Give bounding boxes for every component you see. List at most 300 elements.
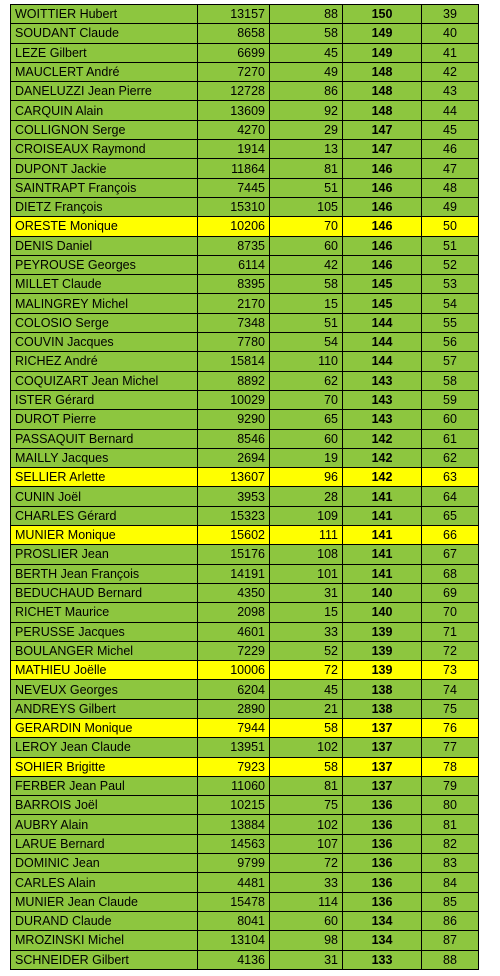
rank-cell: 39 — [422, 5, 479, 24]
table-row — [11, 448, 479, 467]
table-row — [11, 255, 479, 274]
player-name-cell: COUVIN Jacques — [11, 333, 198, 352]
total-points-cell: 14191 — [198, 564, 270, 583]
player-name-cell: BARROIS Joël — [11, 796, 198, 815]
average-cell: 145 — [343, 275, 422, 294]
average-cell: 150 — [343, 5, 422, 24]
total-points-cell: 8395 — [198, 275, 270, 294]
count-cell: 86 — [270, 82, 343, 101]
average-cell: 134 — [343, 931, 422, 950]
total-points-cell: 7348 — [198, 313, 270, 332]
total-points-cell: 10215 — [198, 796, 270, 815]
average-cell: 137 — [343, 776, 422, 795]
rank-cell: 73 — [422, 661, 479, 680]
average-cell: 141 — [343, 526, 422, 545]
count-cell: 110 — [270, 352, 343, 371]
count-cell: 72 — [270, 854, 343, 873]
average-cell: 147 — [343, 120, 422, 139]
count-cell: 102 — [270, 815, 343, 834]
table-row — [11, 873, 479, 892]
total-points-cell: 15602 — [198, 526, 270, 545]
table-row — [11, 680, 479, 699]
table-row — [11, 699, 479, 718]
player-name-cell: LARUE Bernard — [11, 834, 198, 853]
table-row — [11, 82, 479, 101]
table-row — [11, 564, 479, 583]
total-points-cell: 13884 — [198, 815, 270, 834]
player-name-cell: CARLES Alain — [11, 873, 198, 892]
count-cell: 31 — [270, 583, 343, 602]
total-points-cell: 13609 — [198, 101, 270, 120]
total-points-cell: 4481 — [198, 873, 270, 892]
rank-cell: 82 — [422, 834, 479, 853]
count-cell: 102 — [270, 738, 343, 757]
count-cell: 15 — [270, 603, 343, 622]
player-name-cell: MROZINSKI Michel — [11, 931, 198, 950]
count-cell: 45 — [270, 680, 343, 699]
table-row — [11, 333, 479, 352]
average-cell: 146 — [343, 217, 422, 236]
count-cell: 54 — [270, 333, 343, 352]
player-name-cell: MATHIEU Joëlle — [11, 661, 198, 680]
table-row — [11, 43, 479, 62]
average-cell: 149 — [343, 43, 422, 62]
player-name-cell: COLLIGNON Serge — [11, 120, 198, 139]
rank-cell: 74 — [422, 680, 479, 699]
rank-cell: 60 — [422, 410, 479, 429]
total-points-cell: 15478 — [198, 892, 270, 911]
table-row-highlighted — [11, 526, 479, 545]
count-cell: 28 — [270, 487, 343, 506]
average-cell: 146 — [343, 159, 422, 178]
player-name-cell: CARQUIN Alain — [11, 101, 198, 120]
table-row — [11, 236, 479, 255]
table-row — [11, 892, 479, 911]
table-row — [11, 603, 479, 622]
average-cell: 137 — [343, 757, 422, 776]
total-points-cell: 3953 — [198, 487, 270, 506]
player-name-cell: BEDUCHAUD Bernard — [11, 583, 198, 602]
table-row — [11, 294, 479, 313]
table-row — [11, 62, 479, 81]
rank-cell: 59 — [422, 390, 479, 409]
average-cell: 138 — [343, 680, 422, 699]
rank-cell: 47 — [422, 159, 479, 178]
average-cell: 146 — [343, 255, 422, 274]
total-points-cell: 9290 — [198, 410, 270, 429]
rank-cell: 56 — [422, 333, 479, 352]
rank-cell: 69 — [422, 583, 479, 602]
total-points-cell: 4136 — [198, 950, 270, 969]
table-row — [11, 950, 479, 969]
average-cell: 136 — [343, 854, 422, 873]
table-row — [11, 275, 479, 294]
total-points-cell: 13104 — [198, 931, 270, 950]
player-name-cell: PROSLIER Jean — [11, 545, 198, 564]
table-row — [11, 197, 479, 216]
count-cell: 31 — [270, 950, 343, 969]
table-row — [11, 429, 479, 448]
rank-cell: 66 — [422, 526, 479, 545]
table-row — [11, 140, 479, 159]
average-cell: 139 — [343, 661, 422, 680]
rank-cell: 85 — [422, 892, 479, 911]
count-cell: 51 — [270, 313, 343, 332]
rank-cell: 76 — [422, 718, 479, 737]
player-name-cell: ORESTE Monique — [11, 217, 198, 236]
total-points-cell: 7270 — [198, 62, 270, 81]
count-cell: 58 — [270, 24, 343, 43]
rank-cell: 87 — [422, 931, 479, 950]
player-name-cell: GERARDIN Monique — [11, 718, 198, 737]
average-cell: 140 — [343, 603, 422, 622]
count-cell: 96 — [270, 468, 343, 487]
count-cell: 52 — [270, 641, 343, 660]
average-cell: 146 — [343, 236, 422, 255]
average-cell: 141 — [343, 564, 422, 583]
count-cell: 33 — [270, 873, 343, 892]
table-row-highlighted — [11, 718, 479, 737]
table-row — [11, 776, 479, 795]
table-row — [11, 24, 479, 43]
table-row — [11, 371, 479, 390]
count-cell: 62 — [270, 371, 343, 390]
table-row — [11, 352, 479, 371]
rank-cell: 71 — [422, 622, 479, 641]
average-cell: 133 — [343, 950, 422, 969]
total-points-cell: 8735 — [198, 236, 270, 255]
total-points-cell: 7780 — [198, 333, 270, 352]
player-name-cell: SELLIER Arlette — [11, 468, 198, 487]
table-row — [11, 815, 479, 834]
ranking-table — [10, 4, 479, 970]
player-name-cell: MAUCLERT André — [11, 62, 198, 81]
total-points-cell: 2890 — [198, 699, 270, 718]
count-cell: 70 — [270, 390, 343, 409]
player-name-cell: ANDREYS Gilbert — [11, 699, 198, 718]
rank-cell: 46 — [422, 140, 479, 159]
total-points-cell: 7445 — [198, 178, 270, 197]
total-points-cell: 12728 — [198, 82, 270, 101]
average-cell: 136 — [343, 892, 422, 911]
table-row — [11, 101, 479, 120]
rank-cell: 77 — [422, 738, 479, 757]
total-points-cell: 8041 — [198, 911, 270, 930]
player-name-cell: DUPONT Jackie — [11, 159, 198, 178]
table-row — [11, 931, 479, 950]
player-name-cell: DIETZ François — [11, 197, 198, 216]
player-name-cell: DENIS Daniel — [11, 236, 198, 255]
average-cell: 139 — [343, 641, 422, 660]
rank-cell: 45 — [422, 120, 479, 139]
rank-cell: 48 — [422, 178, 479, 197]
rank-cell: 88 — [422, 950, 479, 969]
count-cell: 72 — [270, 661, 343, 680]
average-cell: 146 — [343, 197, 422, 216]
count-cell: 21 — [270, 699, 343, 718]
player-name-cell: MUNIER Jean Claude — [11, 892, 198, 911]
count-cell: 65 — [270, 410, 343, 429]
total-points-cell: 4350 — [198, 583, 270, 602]
average-cell: 137 — [343, 718, 422, 737]
total-points-cell: 11864 — [198, 159, 270, 178]
rank-cell: 62 — [422, 448, 479, 467]
rank-cell: 84 — [422, 873, 479, 892]
player-name-cell: MILLET Claude — [11, 275, 198, 294]
player-name-cell: ISTER Gérard — [11, 390, 198, 409]
total-points-cell: 9799 — [198, 854, 270, 873]
average-cell: 141 — [343, 545, 422, 564]
player-name-cell: SOHIER Brigitte — [11, 757, 198, 776]
average-cell: 141 — [343, 506, 422, 525]
count-cell: 42 — [270, 255, 343, 274]
table-row — [11, 390, 479, 409]
table-row — [11, 834, 479, 853]
rank-cell: 58 — [422, 371, 479, 390]
table-row — [11, 313, 479, 332]
table-row — [11, 159, 479, 178]
total-points-cell: 6114 — [198, 255, 270, 274]
count-cell: 49 — [270, 62, 343, 81]
count-cell: 98 — [270, 931, 343, 950]
total-points-cell: 15310 — [198, 197, 270, 216]
table-row — [11, 583, 479, 602]
total-points-cell: 15814 — [198, 352, 270, 371]
average-cell: 140 — [343, 583, 422, 602]
average-cell: 136 — [343, 873, 422, 892]
player-name-cell: LEROY Jean Claude — [11, 738, 198, 757]
player-name-cell: MAILLY Jacques — [11, 448, 198, 467]
count-cell: 81 — [270, 159, 343, 178]
rank-cell: 52 — [422, 255, 479, 274]
total-points-cell: 10029 — [198, 390, 270, 409]
total-points-cell: 13607 — [198, 468, 270, 487]
total-points-cell: 13951 — [198, 738, 270, 757]
average-cell: 146 — [343, 178, 422, 197]
player-name-cell: DURAND Claude — [11, 911, 198, 930]
average-cell: 134 — [343, 911, 422, 930]
rank-cell: 40 — [422, 24, 479, 43]
player-name-cell: LEZE Gilbert — [11, 43, 198, 62]
average-cell: 142 — [343, 468, 422, 487]
count-cell: 109 — [270, 506, 343, 525]
count-cell: 88 — [270, 5, 343, 24]
rank-cell: 41 — [422, 43, 479, 62]
table-row — [11, 120, 479, 139]
player-name-cell: MALINGREY Michel — [11, 294, 198, 313]
player-name-cell: COLOSIO Serge — [11, 313, 198, 332]
count-cell: 101 — [270, 564, 343, 583]
average-cell: 139 — [343, 622, 422, 641]
table-row — [11, 796, 479, 815]
player-name-cell: RICHET Maurice — [11, 603, 198, 622]
player-name-cell: DOMINIC Jean — [11, 854, 198, 873]
rank-cell: 70 — [422, 603, 479, 622]
player-name-cell: DANELUZZI Jean Pierre — [11, 82, 198, 101]
total-points-cell: 2098 — [198, 603, 270, 622]
table-row — [11, 410, 479, 429]
count-cell: 15 — [270, 294, 343, 313]
table-row — [11, 622, 479, 641]
rank-cell: 72 — [422, 641, 479, 660]
count-cell: 58 — [270, 757, 343, 776]
table-row — [11, 911, 479, 930]
total-points-cell: 11060 — [198, 776, 270, 795]
table-row — [11, 5, 479, 24]
average-cell: 136 — [343, 834, 422, 853]
total-points-cell: 10006 — [198, 661, 270, 680]
rank-cell: 42 — [422, 62, 479, 81]
average-cell: 149 — [343, 24, 422, 43]
player-name-cell: SOUDANT Claude — [11, 24, 198, 43]
player-name-cell: CUNIN Joël — [11, 487, 198, 506]
total-points-cell: 10206 — [198, 217, 270, 236]
table-row-highlighted — [11, 661, 479, 680]
average-cell: 137 — [343, 738, 422, 757]
rank-cell: 67 — [422, 545, 479, 564]
player-name-cell: SAINTRAPT François — [11, 178, 198, 197]
count-cell: 29 — [270, 120, 343, 139]
player-name-cell: WOITTIER Hubert — [11, 5, 198, 24]
rank-cell: 44 — [422, 101, 479, 120]
rank-cell: 53 — [422, 275, 479, 294]
total-points-cell: 6699 — [198, 43, 270, 62]
average-cell: 143 — [343, 410, 422, 429]
table-row — [11, 487, 479, 506]
average-cell: 148 — [343, 62, 422, 81]
player-name-cell: RICHEZ André — [11, 352, 198, 371]
count-cell: 81 — [270, 776, 343, 795]
total-points-cell: 14563 — [198, 834, 270, 853]
total-points-cell: 13157 — [198, 5, 270, 24]
rank-cell: 75 — [422, 699, 479, 718]
count-cell: 60 — [270, 236, 343, 255]
rank-cell: 49 — [422, 197, 479, 216]
total-points-cell: 7944 — [198, 718, 270, 737]
player-name-cell: CROISEAUX Raymond — [11, 140, 198, 159]
table-row — [11, 854, 479, 873]
average-cell: 136 — [343, 815, 422, 834]
rank-cell: 79 — [422, 776, 479, 795]
rank-cell: 43 — [422, 82, 479, 101]
count-cell: 70 — [270, 217, 343, 236]
rank-cell: 81 — [422, 815, 479, 834]
rank-cell: 51 — [422, 236, 479, 255]
count-cell: 13 — [270, 140, 343, 159]
average-cell: 144 — [343, 352, 422, 371]
count-cell: 107 — [270, 834, 343, 853]
table-row-highlighted — [11, 468, 479, 487]
table-row — [11, 545, 479, 564]
count-cell: 75 — [270, 796, 343, 815]
rank-cell: 86 — [422, 911, 479, 930]
table-row-highlighted — [11, 757, 479, 776]
rank-cell: 61 — [422, 429, 479, 448]
rank-cell: 83 — [422, 854, 479, 873]
average-cell: 142 — [343, 429, 422, 448]
count-cell: 60 — [270, 429, 343, 448]
total-points-cell: 7229 — [198, 641, 270, 660]
average-cell: 136 — [343, 796, 422, 815]
total-points-cell: 4270 — [198, 120, 270, 139]
rank-cell: 68 — [422, 564, 479, 583]
average-cell: 144 — [343, 333, 422, 352]
player-name-cell: SCHNEIDER Gilbert — [11, 950, 198, 969]
average-cell: 141 — [343, 487, 422, 506]
player-name-cell: DUROT Pierre — [11, 410, 198, 429]
total-points-cell: 1914 — [198, 140, 270, 159]
rank-cell: 64 — [422, 487, 479, 506]
total-points-cell: 8658 — [198, 24, 270, 43]
average-cell: 145 — [343, 294, 422, 313]
count-cell: 108 — [270, 545, 343, 564]
total-points-cell: 7923 — [198, 757, 270, 776]
rank-cell: 63 — [422, 468, 479, 487]
player-name-cell: BOULANGER Michel — [11, 641, 198, 660]
player-name-cell: NEVEUX Georges — [11, 680, 198, 699]
total-points-cell: 2170 — [198, 294, 270, 313]
player-name-cell: FERBER Jean Paul — [11, 776, 198, 795]
player-name-cell: COQUIZART Jean Michel — [11, 371, 198, 390]
ranking-table-body — [11, 5, 479, 970]
player-name-cell: BERTH Jean François — [11, 564, 198, 583]
rank-cell: 54 — [422, 294, 479, 313]
count-cell: 92 — [270, 101, 343, 120]
table-row-highlighted — [11, 217, 479, 236]
total-points-cell: 15176 — [198, 545, 270, 564]
rank-cell: 57 — [422, 352, 479, 371]
table-row — [11, 641, 479, 660]
total-points-cell: 6204 — [198, 680, 270, 699]
rank-cell: 65 — [422, 506, 479, 525]
total-points-cell: 4601 — [198, 622, 270, 641]
total-points-cell: 8546 — [198, 429, 270, 448]
total-points-cell: 8892 — [198, 371, 270, 390]
average-cell: 138 — [343, 699, 422, 718]
table-row — [11, 178, 479, 197]
player-name-cell: PEYROUSE Georges — [11, 255, 198, 274]
player-name-cell: AUBRY Alain — [11, 815, 198, 834]
player-name-cell: CHARLES Gérard — [11, 506, 198, 525]
count-cell: 114 — [270, 892, 343, 911]
player-name-cell: MUNIER Monique — [11, 526, 198, 545]
average-cell: 143 — [343, 371, 422, 390]
count-cell: 45 — [270, 43, 343, 62]
table-row — [11, 506, 479, 525]
count-cell: 33 — [270, 622, 343, 641]
average-cell: 143 — [343, 390, 422, 409]
count-cell: 111 — [270, 526, 343, 545]
rank-cell: 80 — [422, 796, 479, 815]
total-points-cell: 2694 — [198, 448, 270, 467]
average-cell: 148 — [343, 101, 422, 120]
count-cell: 105 — [270, 197, 343, 216]
rank-cell: 78 — [422, 757, 479, 776]
rank-cell: 50 — [422, 217, 479, 236]
average-cell: 148 — [343, 82, 422, 101]
average-cell: 147 — [343, 140, 422, 159]
average-cell: 142 — [343, 448, 422, 467]
count-cell: 58 — [270, 275, 343, 294]
total-points-cell: 15323 — [198, 506, 270, 525]
count-cell: 19 — [270, 448, 343, 467]
rank-cell: 55 — [422, 313, 479, 332]
table-row — [11, 738, 479, 757]
count-cell: 60 — [270, 911, 343, 930]
player-name-cell: PASSAQUIT Bernard — [11, 429, 198, 448]
player-name-cell: PERUSSE Jacques — [11, 622, 198, 641]
count-cell: 51 — [270, 178, 343, 197]
